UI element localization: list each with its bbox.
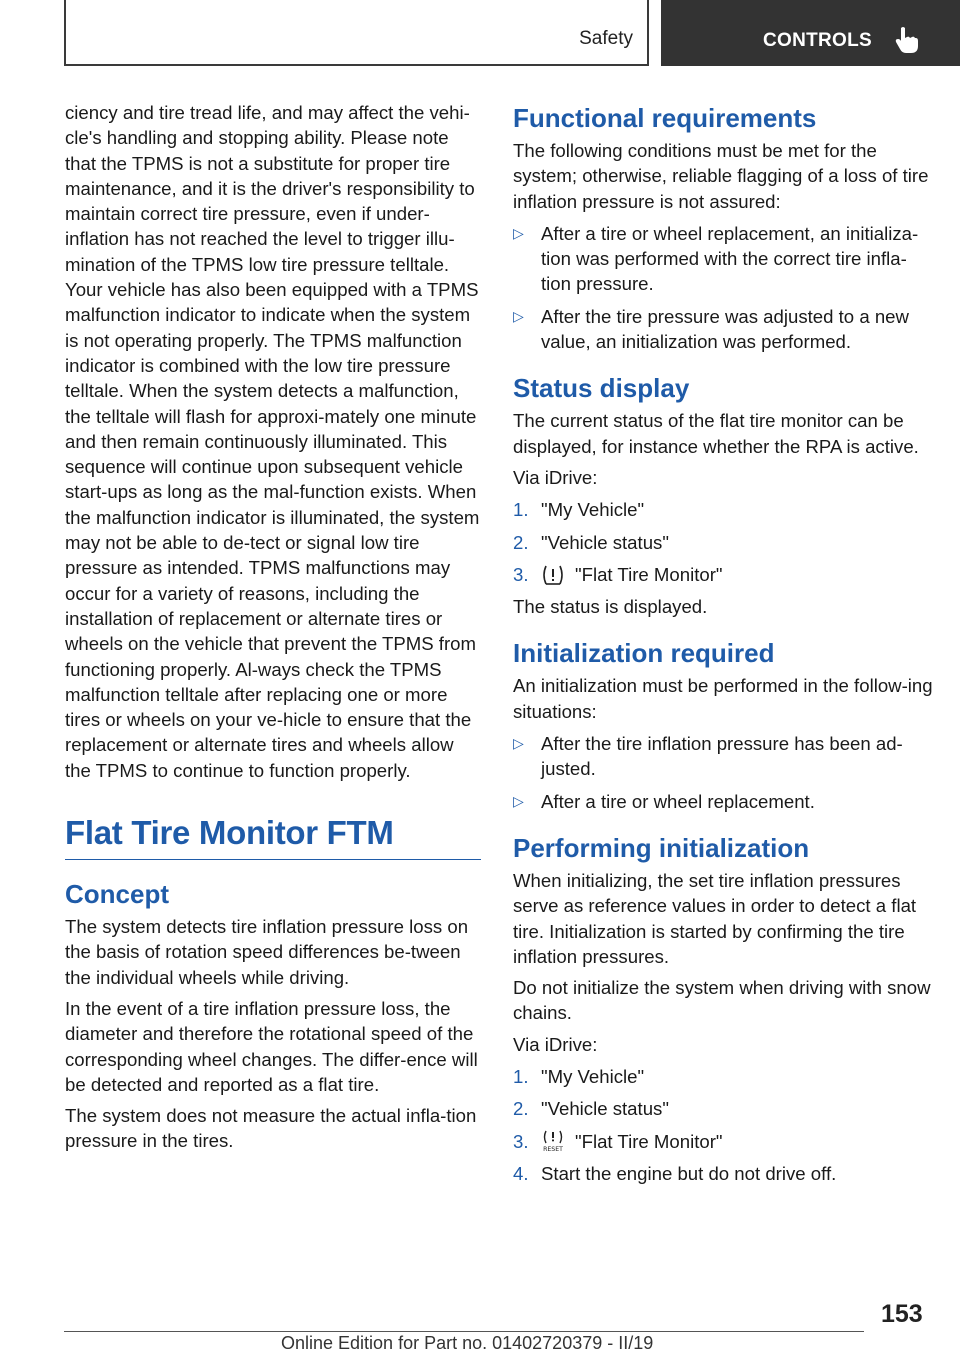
pointing-hand-icon [893, 26, 919, 54]
performing-initialization-paragraph-1: When initializing, the set tire inflation pressures serve as reference values in order to detect a flat tire. Initialization is started by confirming the tire inflation pressures. [513, 869, 917, 967]
page-number: 153 [881, 1300, 923, 1328]
triangle-bullet-icon: ▷ [513, 307, 524, 324]
status-via-idrive: Via iDrive: [513, 466, 598, 488]
performing-initialization-heading: Performing initialization [513, 832, 810, 863]
list-item: 3. RESET "Flat Tire Monitor" [513, 1130, 723, 1153]
concept-paragraph-2: In the event of a tire inflation pressure loss, the diameter and therefore the rotational speed of the corresponding wheel changes. The differ‐ence will be detected and reported as a flat tire. [65, 997, 478, 1095]
footer-edition: Online Edition for Part no. 01402720379 - II/19 [281, 1333, 654, 1353]
flat-tire-reset-icon [541, 1130, 565, 1152]
list-item: 4. Start the engine but do not drive off. [513, 1162, 837, 1184]
performing-initialization-paragraph-2: Do not initialize the system when driving with snow chains. [513, 977, 931, 1024]
chapter-title: Flat Tire Monitor FTM [65, 813, 481, 860]
header-chapter-label: CONTROLS [763, 30, 873, 51]
concept-paragraph-3: The system does not measure the actual infla‐tion pressure in the tires. [65, 1105, 477, 1152]
concept-paragraph-1: The system detects tire inflation pressure loss on the basis of rotation speed differences be‐tween the individual wheels while driving. [65, 916, 469, 988]
right-column [513, 100, 933, 1193]
svg-text:RESET: RESET [543, 1146, 563, 1153]
triangle-bullet-icon: ▷ [513, 224, 524, 241]
triangle-bullet-icon: ▷ [513, 792, 524, 809]
list-item: 3. "Flat Tire Monitor" [513, 563, 723, 585]
tpms-continued-paragraph: ciency and tire tread life, and may affect the vehi‐cle's handling and stopping ability. Please note that the TPMS is not a substitute for proper tire maintenance, and it is the driver's responsibility to maintain correct tire pressure, even if under‐inflation has not reached the level to trigger illu‐mination of the TPMS low tire pressure telltale. Your vehicle has also been equipped with a TPMS malfunction indicator to indicate when the system is not operating properly. The TPMS malfunction indicator is combined with the low tire pressure telltale. When the system detects a malfunction, the telltale will flash for approxi‐mately one minute and then remain continuously illuminated. This sequence will continue upon subsequent vehicle start-ups as long as the mal‐function exists. When the malfunction indicator is illuminated, the system may not be able to de‐tect or signal low tire pressure as intended. TPMS malfunctions may occur for a variety of reasons, including the installation of replacement or alternate tires or wheels on the vehicle that prevent the TPMS from functioning properly. Al‐ways check the TPMS malfunction telltale after replacing one or more tires or wheels on your ve‐hicle to ensure that the replacement or alternate tires and wheels allow the TPMS to continue to function properly. [65, 102, 480, 781]
list-item: 1. "My Vehicle" [513, 1066, 645, 1088]
list-item: 2. "Vehicle status" [513, 531, 669, 553]
header-section-tab [64, 0, 649, 66]
initialization-required-intro: An initialization must be performed in the follow‐ing situations: [513, 675, 933, 722]
concept-heading: Concept [65, 879, 169, 910]
footer-divider [64, 1331, 864, 1332]
header-section-label: Safety [579, 28, 633, 49]
list-item: ▷ After the tire pressure was adjusted to a new value, an initialization was performed. [513, 304, 933, 355]
list-item: ▷ After a tire or wheel replacement, an initializa‐tion was performed with the correct tire infla‐tion pressure. [513, 221, 933, 297]
list-item: ▷ After a tire or wheel replacement. [513, 789, 933, 814]
performing-via-idrive: Via iDrive: [513, 1033, 598, 1055]
status-result: The status is displayed. [513, 596, 708, 618]
list-item: 1. "My Vehicle" [513, 499, 645, 521]
functional-requirements-heading: Functional requirements [513, 103, 817, 133]
list-item: ▷ After the tire inflation pressure has been ad‐justed. [513, 731, 933, 782]
status-display-heading: Status display [513, 373, 690, 404]
functional-requirements-intro: The following conditions must be met for the system; otherwise, reliable flagging of a loss of tire inflation pressure is not assured: [513, 140, 929, 212]
flat-tire-warning-icon [541, 564, 565, 586]
status-display-paragraph: The current status of the flat tire monitor can be displayed, for instance whether the RPA is active. [513, 410, 919, 457]
left-column [65, 100, 481, 1160]
initialization-required-heading: Initialization required [513, 638, 775, 669]
list-item: 2. "Vehicle status" [513, 1098, 669, 1120]
triangle-bullet-icon: ▷ [513, 735, 524, 752]
